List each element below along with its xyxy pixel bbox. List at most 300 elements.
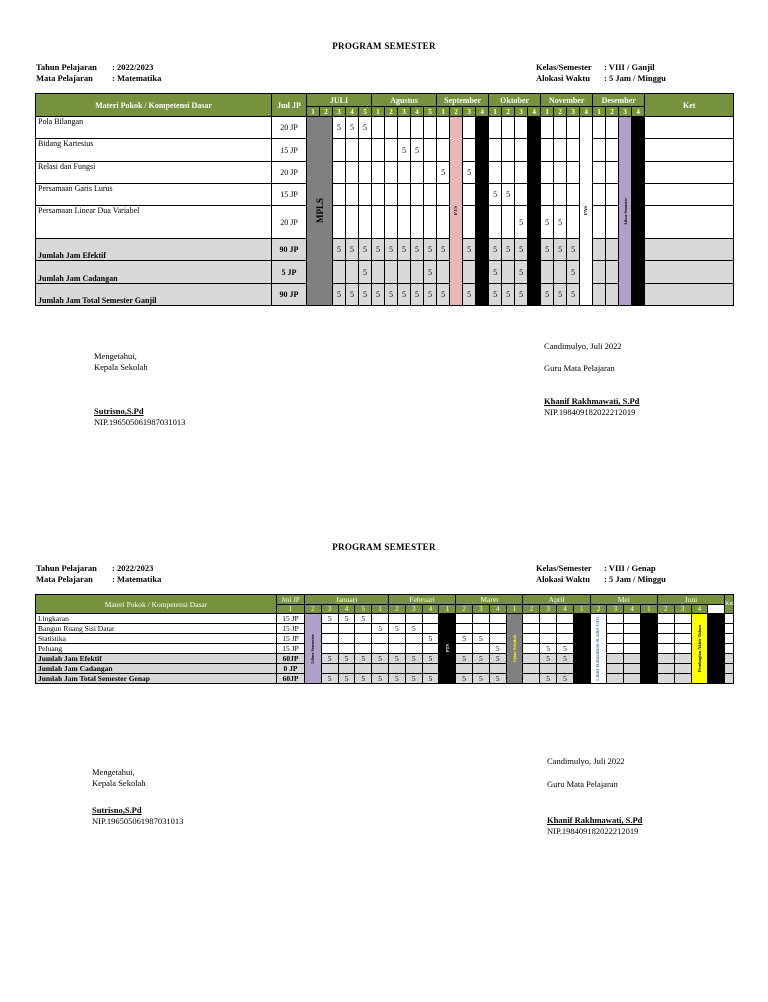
week-value bbox=[473, 644, 490, 654]
row-jp: 90 JP bbox=[272, 284, 307, 306]
week-value: 5 bbox=[541, 284, 554, 306]
week-value bbox=[554, 117, 567, 139]
row-name: Statistika bbox=[36, 634, 277, 644]
week-value bbox=[437, 206, 450, 239]
week-value bbox=[338, 644, 355, 654]
week-value bbox=[473, 664, 490, 674]
week-value bbox=[515, 139, 528, 162]
week-value bbox=[502, 206, 515, 239]
week-value: 5 bbox=[389, 654, 406, 664]
sem2-week-number: 2 bbox=[305, 605, 322, 614]
week-value bbox=[473, 624, 490, 634]
week-value bbox=[411, 162, 424, 184]
row-jp: 60JP bbox=[277, 654, 305, 664]
row-name: Jumlah Jam Total Semester Genap bbox=[36, 674, 277, 684]
week-value bbox=[333, 261, 346, 284]
row-jp: 15 JP bbox=[277, 634, 305, 644]
sem1-alokasi-label: Alokasi Waktu bbox=[536, 73, 590, 83]
sem2-kepsek-nip: NIP.196505061987031013 bbox=[92, 816, 184, 826]
sem1-week-number: 3 bbox=[619, 107, 632, 117]
week-value bbox=[606, 139, 619, 162]
week-value bbox=[398, 117, 411, 139]
week-value: 5 bbox=[557, 654, 574, 664]
week-value: 5 bbox=[567, 261, 580, 284]
week-value: 5 bbox=[411, 284, 424, 306]
week-value: 5 bbox=[515, 239, 528, 261]
week-value bbox=[541, 184, 554, 206]
week-value bbox=[541, 117, 554, 139]
sem1-month: Agustus bbox=[372, 94, 437, 107]
sem1-mapel-value: : Matematika bbox=[112, 73, 162, 83]
sem1-week-number: 5 bbox=[359, 107, 372, 117]
sem2-week-number: 1 bbox=[641, 605, 658, 614]
week-value: 5 bbox=[424, 239, 437, 261]
sem1-head-materi: Materi Pokok / Kompetensi Dasar bbox=[36, 94, 272, 117]
week-value: 5 bbox=[372, 674, 389, 684]
week-value bbox=[389, 634, 406, 644]
row-name: Jumlah Jam Efektif bbox=[36, 239, 272, 261]
pas-label: PAS bbox=[583, 206, 589, 216]
sem2-kelas-value: : VIII / Genap bbox=[604, 563, 656, 573]
sem1-sig-right bbox=[544, 341, 639, 418]
week-value bbox=[567, 117, 580, 139]
week-value bbox=[346, 206, 359, 239]
week-value bbox=[593, 139, 606, 162]
pts-label: PTS bbox=[453, 206, 459, 216]
week-value: 5 bbox=[540, 644, 557, 654]
calendar-block bbox=[619, 117, 632, 306]
week-value bbox=[333, 184, 346, 206]
week-value bbox=[607, 634, 624, 644]
week-value bbox=[473, 614, 490, 624]
week-value: 5 bbox=[346, 117, 359, 139]
sem2-mapel-value: : Matematika bbox=[112, 574, 162, 584]
week-value: 5 bbox=[422, 654, 439, 664]
libur-semester-label: Libur Semester bbox=[622, 197, 628, 225]
week-value: 5 bbox=[489, 239, 502, 261]
week-value bbox=[657, 644, 674, 654]
sem1-week-number: 4 bbox=[411, 107, 424, 117]
sem2-tahun-value: : 2022/2023 bbox=[112, 563, 154, 573]
sem2-month: April bbox=[523, 595, 590, 605]
table-row bbox=[36, 634, 734, 644]
week-value: 5 bbox=[540, 674, 557, 684]
week-value: 5 bbox=[359, 117, 372, 139]
week-value: 5 bbox=[333, 284, 346, 306]
row-name: Jumlah Jam Cadangan bbox=[36, 261, 272, 284]
libur-semester-label: Libur Semester bbox=[310, 633, 316, 664]
week-value bbox=[463, 117, 476, 139]
week-value bbox=[523, 644, 540, 654]
week-value: 5 bbox=[554, 239, 567, 261]
week-value: 5 bbox=[541, 239, 554, 261]
sem1-kelas-value: : VIII / Ganjil bbox=[604, 62, 655, 72]
week-value bbox=[489, 664, 506, 674]
sem1-kepsek-nip: NIP.196505061987031013 bbox=[94, 417, 186, 427]
week-value bbox=[405, 644, 422, 654]
sem2-week-number: 4 bbox=[557, 605, 574, 614]
calendar-block bbox=[439, 614, 456, 684]
week-value bbox=[624, 634, 641, 644]
calendar-block bbox=[590, 614, 607, 684]
week-value bbox=[593, 284, 606, 306]
week-value bbox=[540, 614, 557, 624]
week-value bbox=[523, 624, 540, 634]
calendar-block bbox=[632, 117, 645, 306]
sem2-week-number: 3 bbox=[540, 605, 557, 614]
week-value bbox=[674, 634, 691, 644]
week-value: 5 bbox=[424, 261, 437, 284]
week-value bbox=[321, 644, 338, 654]
sem1-alokasi-value: : 5 Jam / Minggu bbox=[604, 73, 666, 83]
sem1-week-number: 2 bbox=[554, 107, 567, 117]
week-value: 5 bbox=[338, 674, 355, 684]
week-value bbox=[674, 614, 691, 624]
week-value: 5 bbox=[389, 624, 406, 634]
week-value bbox=[674, 664, 691, 674]
row-jp: 15 JP bbox=[277, 624, 305, 634]
sem2-week-number: 1 bbox=[439, 605, 456, 614]
mpls-cell bbox=[307, 117, 333, 306]
week-value bbox=[624, 644, 641, 654]
week-value bbox=[411, 184, 424, 206]
week-value: 5 bbox=[463, 162, 476, 184]
week-value bbox=[398, 184, 411, 206]
sem1-tahun-label: Tahun Pelajaran bbox=[36, 62, 97, 72]
ket-cell bbox=[645, 284, 734, 306]
week-value: 5 bbox=[437, 162, 450, 184]
row-name: Bangun Ruang Sisi Datar bbox=[36, 624, 277, 634]
table-row bbox=[36, 117, 734, 139]
week-value bbox=[554, 261, 567, 284]
calendar-block bbox=[708, 614, 725, 684]
week-value: 5 bbox=[372, 624, 389, 634]
row-name: Lingkaran bbox=[36, 614, 277, 624]
row-jp: 90 JP bbox=[272, 239, 307, 261]
sem2-month: Maret bbox=[456, 595, 523, 605]
week-value bbox=[567, 184, 580, 206]
sem2-week-number: 5 bbox=[355, 605, 372, 614]
week-value: 5 bbox=[405, 654, 422, 664]
week-value bbox=[502, 139, 515, 162]
sem2-guru-nip: NIP.198409182022212019 bbox=[547, 826, 639, 836]
week-value: 5 bbox=[411, 139, 424, 162]
week-value bbox=[405, 634, 422, 644]
week-value bbox=[385, 184, 398, 206]
week-value bbox=[657, 634, 674, 644]
row-jp: 60JP bbox=[277, 674, 305, 684]
sem2-week-number: 4 bbox=[489, 605, 506, 614]
sem2-week-number: 3 bbox=[607, 605, 624, 614]
week-value: 5 bbox=[398, 239, 411, 261]
week-value bbox=[437, 184, 450, 206]
sem1-kelas-label: Kelas/Semester bbox=[536, 62, 592, 72]
week-value bbox=[456, 664, 473, 674]
week-value bbox=[398, 261, 411, 284]
week-value: 5 bbox=[456, 654, 473, 664]
week-value bbox=[359, 162, 372, 184]
week-value: 5 bbox=[333, 239, 346, 261]
week-value: 5 bbox=[338, 614, 355, 624]
week-value: 5 bbox=[321, 654, 338, 664]
week-value bbox=[606, 184, 619, 206]
week-value bbox=[456, 624, 473, 634]
week-value bbox=[489, 634, 506, 644]
week-value bbox=[346, 139, 359, 162]
week-value bbox=[411, 206, 424, 239]
week-value: 5 bbox=[398, 284, 411, 306]
week-value bbox=[567, 206, 580, 239]
week-value bbox=[554, 162, 567, 184]
week-value: 5 bbox=[372, 239, 385, 261]
sem2-month: Januari bbox=[305, 595, 389, 605]
week-value bbox=[540, 624, 557, 634]
week-value bbox=[593, 239, 606, 261]
week-value: 5 bbox=[398, 139, 411, 162]
week-value bbox=[359, 206, 372, 239]
week-value: 5 bbox=[554, 206, 567, 239]
sem1-week-number: 3 bbox=[463, 107, 476, 117]
week-value bbox=[515, 117, 528, 139]
week-value: 5 bbox=[489, 644, 506, 654]
week-value bbox=[674, 654, 691, 664]
week-value bbox=[624, 624, 641, 634]
week-value: 5 bbox=[355, 614, 372, 624]
week-value: 5 bbox=[489, 654, 506, 664]
sem1-sig-left bbox=[94, 351, 185, 428]
sem2-month: Juni bbox=[657, 595, 724, 605]
ket-cell bbox=[725, 654, 734, 664]
week-value bbox=[502, 261, 515, 284]
sum-row bbox=[36, 654, 734, 664]
sem1-month: November bbox=[541, 94, 593, 107]
sem2-week-number: 4 bbox=[691, 605, 708, 614]
week-value bbox=[422, 664, 439, 674]
sem1-month: JULI bbox=[307, 94, 372, 107]
week-value: 5 bbox=[554, 284, 567, 306]
week-value bbox=[405, 614, 422, 624]
week-value: 5 bbox=[489, 261, 502, 284]
week-value bbox=[321, 664, 338, 674]
week-value bbox=[389, 664, 406, 674]
sum-row bbox=[36, 674, 734, 684]
week-value: 5 bbox=[515, 206, 528, 239]
week-value: 5 bbox=[359, 261, 372, 284]
week-value bbox=[523, 664, 540, 674]
week-value: 5 bbox=[540, 654, 557, 664]
ket-cell bbox=[645, 184, 734, 206]
calendar-block bbox=[573, 614, 590, 684]
week-value bbox=[593, 162, 606, 184]
table-row bbox=[36, 644, 734, 654]
sem2-week-number: 2 bbox=[523, 605, 540, 614]
sem2-sig-left bbox=[92, 767, 183, 827]
week-value bbox=[385, 117, 398, 139]
calendar-block bbox=[305, 614, 322, 684]
week-value bbox=[424, 117, 437, 139]
week-value bbox=[607, 664, 624, 674]
sem1-week-number: 3 bbox=[515, 107, 528, 117]
week-value bbox=[398, 162, 411, 184]
week-value: 5 bbox=[489, 184, 502, 206]
week-value: 5 bbox=[338, 654, 355, 664]
calendar-block bbox=[450, 117, 463, 306]
week-value bbox=[606, 206, 619, 239]
ket-cell bbox=[645, 206, 734, 239]
week-value bbox=[657, 614, 674, 624]
sem1-week-number: 2 bbox=[502, 107, 515, 117]
calendar-block bbox=[528, 117, 541, 306]
week-value: 5 bbox=[456, 674, 473, 684]
week-value: 5 bbox=[346, 284, 359, 306]
sem1-head-ket: Ket bbox=[645, 94, 734, 117]
sum-row bbox=[36, 664, 734, 674]
week-value bbox=[489, 614, 506, 624]
week-value bbox=[338, 664, 355, 674]
week-value bbox=[489, 162, 502, 184]
week-value bbox=[557, 624, 574, 634]
week-value: 5 bbox=[422, 634, 439, 644]
sem2-week-number: 3 bbox=[321, 605, 338, 614]
week-value: 5 bbox=[489, 284, 502, 306]
week-value bbox=[624, 614, 641, 624]
week-value bbox=[567, 139, 580, 162]
sem1-month: Desember bbox=[593, 94, 645, 107]
week-value bbox=[502, 162, 515, 184]
week-value: 5 bbox=[372, 284, 385, 306]
sem1-tahun-value: : 2022/2023 bbox=[112, 62, 154, 72]
week-value bbox=[372, 634, 389, 644]
week-value bbox=[463, 261, 476, 284]
week-value bbox=[355, 664, 372, 674]
sem2-week-number: 4 bbox=[338, 605, 355, 614]
sem1-week-number: 1 bbox=[307, 107, 320, 117]
sem1-week-number: 2 bbox=[450, 107, 463, 117]
week-value bbox=[372, 139, 385, 162]
week-value bbox=[385, 261, 398, 284]
week-value: 5 bbox=[359, 239, 372, 261]
row-name: Jumlah Jam Cadangan bbox=[36, 664, 277, 674]
sem1-guru-nip: NIP.198409182022212019 bbox=[544, 407, 636, 417]
week-value bbox=[385, 139, 398, 162]
sem2-head-materi: Materi Pokok / Kompetensi Dasar bbox=[36, 595, 277, 614]
sem1-week-number: 4 bbox=[528, 107, 541, 117]
sem2-week-number: 2 bbox=[657, 605, 674, 614]
week-value bbox=[422, 614, 439, 624]
week-value bbox=[372, 664, 389, 674]
row-name: Relasi dan Fungsi bbox=[36, 162, 272, 184]
sem2-mengetahui: Mengetahui, bbox=[92, 767, 135, 777]
week-value bbox=[424, 206, 437, 239]
week-value: 5 bbox=[372, 654, 389, 664]
week-value bbox=[385, 206, 398, 239]
row-jp: 15 JP bbox=[277, 644, 305, 654]
sem2-head-jml: Jml JP bbox=[277, 595, 305, 605]
week-value: 5 bbox=[557, 674, 574, 684]
week-value bbox=[541, 162, 554, 184]
week-value bbox=[607, 614, 624, 624]
sem1-week-number: 4 bbox=[632, 107, 645, 117]
week-value bbox=[606, 284, 619, 306]
ket-cell bbox=[725, 614, 734, 624]
week-value bbox=[557, 634, 574, 644]
week-value bbox=[606, 117, 619, 139]
week-value bbox=[567, 162, 580, 184]
week-value bbox=[607, 644, 624, 654]
row-jp: 20 JP bbox=[272, 117, 307, 139]
week-value: 5 bbox=[463, 284, 476, 306]
calendar-block bbox=[641, 614, 658, 684]
sem2-tahun-label: Tahun Pelajaran bbox=[36, 563, 97, 573]
sem2-mapel-label: Mata Pelajaran bbox=[36, 574, 93, 584]
week-value bbox=[554, 139, 567, 162]
week-value: 5 bbox=[502, 239, 515, 261]
week-value bbox=[372, 614, 389, 624]
sem1-week-number: 4 bbox=[580, 107, 593, 117]
week-value bbox=[540, 634, 557, 644]
sem2-week-number: 1 bbox=[277, 605, 305, 614]
week-value bbox=[422, 644, 439, 654]
week-value bbox=[338, 634, 355, 644]
week-value bbox=[411, 261, 424, 284]
week-value: 5 bbox=[463, 239, 476, 261]
week-value bbox=[607, 654, 624, 664]
calendar-block bbox=[580, 117, 593, 306]
week-value bbox=[422, 624, 439, 634]
sem1-mengetahui: Mengetahui, bbox=[94, 351, 137, 361]
week-value: 5 bbox=[355, 654, 372, 664]
week-value bbox=[355, 624, 372, 634]
week-value bbox=[606, 162, 619, 184]
week-value bbox=[606, 261, 619, 284]
sem1-meta-left bbox=[36, 62, 161, 84]
week-value: 5 bbox=[321, 674, 338, 684]
sem1-mapel-label: Mata Pelajaran bbox=[36, 73, 93, 83]
week-value bbox=[489, 139, 502, 162]
sem2-week-number: 2 bbox=[456, 605, 473, 614]
sem2-week-number: 2 bbox=[389, 605, 406, 614]
sem1-week-number: 3 bbox=[398, 107, 411, 117]
sem1-week-number: 3 bbox=[567, 107, 580, 117]
row-jp: 0 JP bbox=[277, 664, 305, 674]
ket-cell bbox=[645, 162, 734, 184]
week-value bbox=[424, 162, 437, 184]
week-value: 5 bbox=[385, 284, 398, 306]
sem2-week-number: 3 bbox=[674, 605, 691, 614]
week-value bbox=[541, 261, 554, 284]
row-name: Bidang Kartesius bbox=[36, 139, 272, 162]
libur-ramadhan-label: Libur Ramadhan & Idul Fitri bbox=[596, 616, 602, 681]
week-value bbox=[624, 664, 641, 674]
sem1-kepala: Kepala Sekolah bbox=[94, 362, 148, 372]
week-value bbox=[321, 634, 338, 644]
sem2-week-number: 4 bbox=[624, 605, 641, 614]
week-value bbox=[523, 674, 540, 684]
week-value: 5 bbox=[333, 117, 346, 139]
sem2-title: PROGRAM SEMESTER bbox=[332, 542, 436, 552]
week-value: 5 bbox=[411, 239, 424, 261]
week-value bbox=[456, 644, 473, 654]
week-value bbox=[372, 162, 385, 184]
sem1-head-jml: Jml JP bbox=[272, 94, 307, 117]
week-value: 5 bbox=[557, 644, 574, 654]
sem2-kepala: Kepala Sekolah bbox=[92, 778, 146, 788]
week-value bbox=[554, 184, 567, 206]
sem2-week-number: 1 bbox=[506, 605, 523, 614]
sem1-month: September bbox=[437, 94, 489, 107]
sem1-week-number: 1 bbox=[489, 107, 502, 117]
week-value: 5 bbox=[405, 674, 422, 684]
